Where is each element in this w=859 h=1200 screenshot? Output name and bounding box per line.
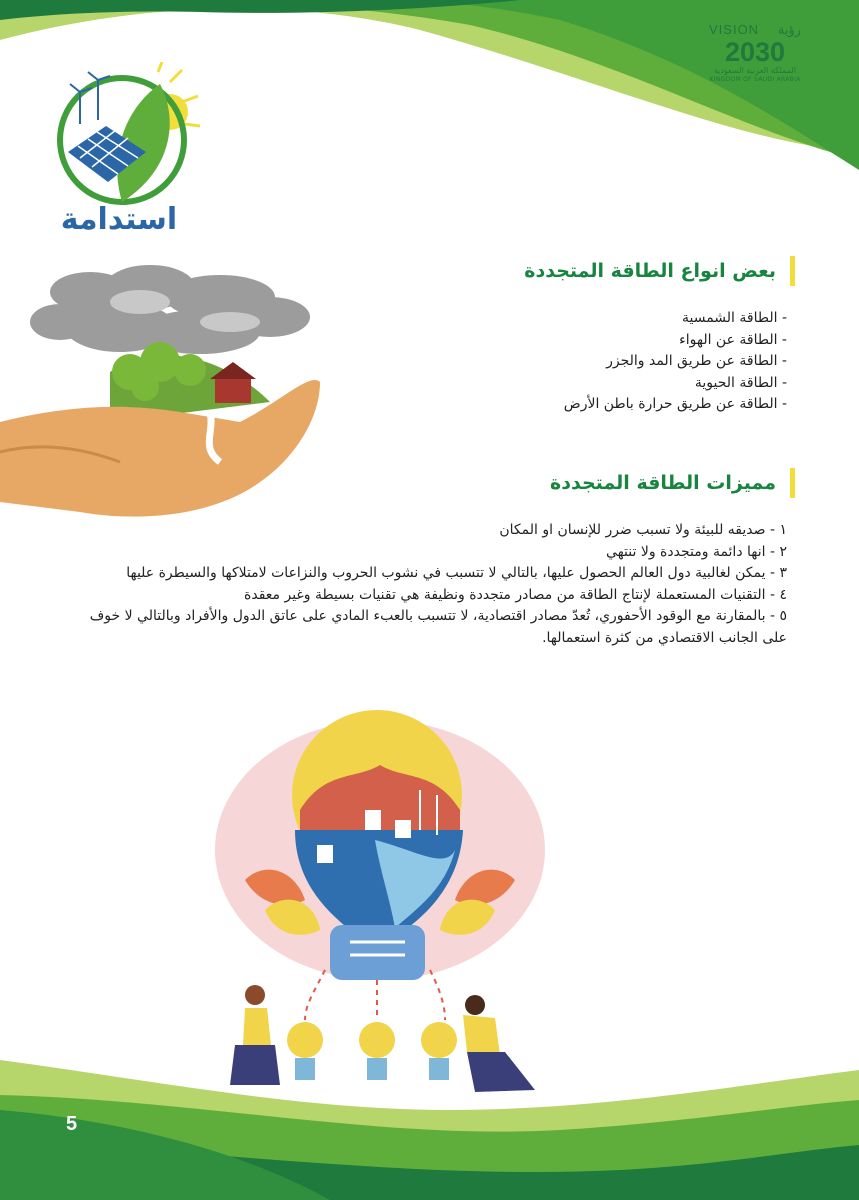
vision-label-ar: رؤية: [777, 22, 801, 37]
section-title-renewable-types: بعض انواع الطاقة المتجددة: [524, 256, 795, 286]
list-item: ١ - صديقه للبيئة ولا تسبب ضرر للإنسان او المكان: [499, 522, 787, 538]
kingdom-name-en: KINGDOM OF SAUDI ARABIA: [709, 76, 801, 83]
vision-label-en: VISION: [709, 22, 760, 37]
vision-year: 2030: [724, 37, 786, 67]
list-item: - الطاقة عن طريق المد والجزر: [606, 353, 787, 369]
lightbulb-landscape-illustration: [205, 700, 555, 1100]
section-title-renewable-advantages: مميزات الطاقة المتجددة: [550, 468, 795, 498]
list-item: ٥ - بالمقارنة مع الوقود الأحفوري، تُعدّ مصادر اقتصادية، لا تتسبب بالعبء المادي على عاتق الدول والأفراد وبالتالي لا خوف على الجانب الاقتصادي من كثرة استعمالها.: [89, 608, 787, 646]
list-item: - الطاقة الحيوية: [694, 374, 787, 391]
list-item: ٢ - انها دائمة ومتجددة ولا تنتهي: [605, 543, 787, 560]
page-number: 5: [66, 1113, 78, 1135]
istidama-logo-text: استدامة: [60, 202, 178, 237]
list-item: ٤ - التقنيات المستعملة لإنتاج الطاقة من مصادر متجددة ونظيفة هي تقنيات بسيطة وغير معقدة: [244, 586, 787, 603]
renewable-types-list: [564, 308, 787, 416]
renewable-advantages-list: [67, 520, 787, 649]
list-item: - الطاقة عن طريق حرارة باطن الأرض: [563, 396, 787, 412]
vision-2030-logo: [709, 22, 801, 84]
list-item: - الطاقة عن الهواء: [679, 331, 787, 348]
hand-holding-island-illustration: [0, 262, 330, 532]
kingdom-name-ar: المملكة العربية السعودية: [713, 66, 797, 75]
istidama-logo-icon: [50, 62, 200, 212]
list-item: ٣ - يمكن لغالبية دول العالم الحصول عليها، بالتالي لا تتسبب في نشوب الحروب والنزاعات لامتلاكها والسيطرة عليها: [126, 565, 787, 581]
list-item: - الطاقة الشمسية: [681, 310, 787, 326]
